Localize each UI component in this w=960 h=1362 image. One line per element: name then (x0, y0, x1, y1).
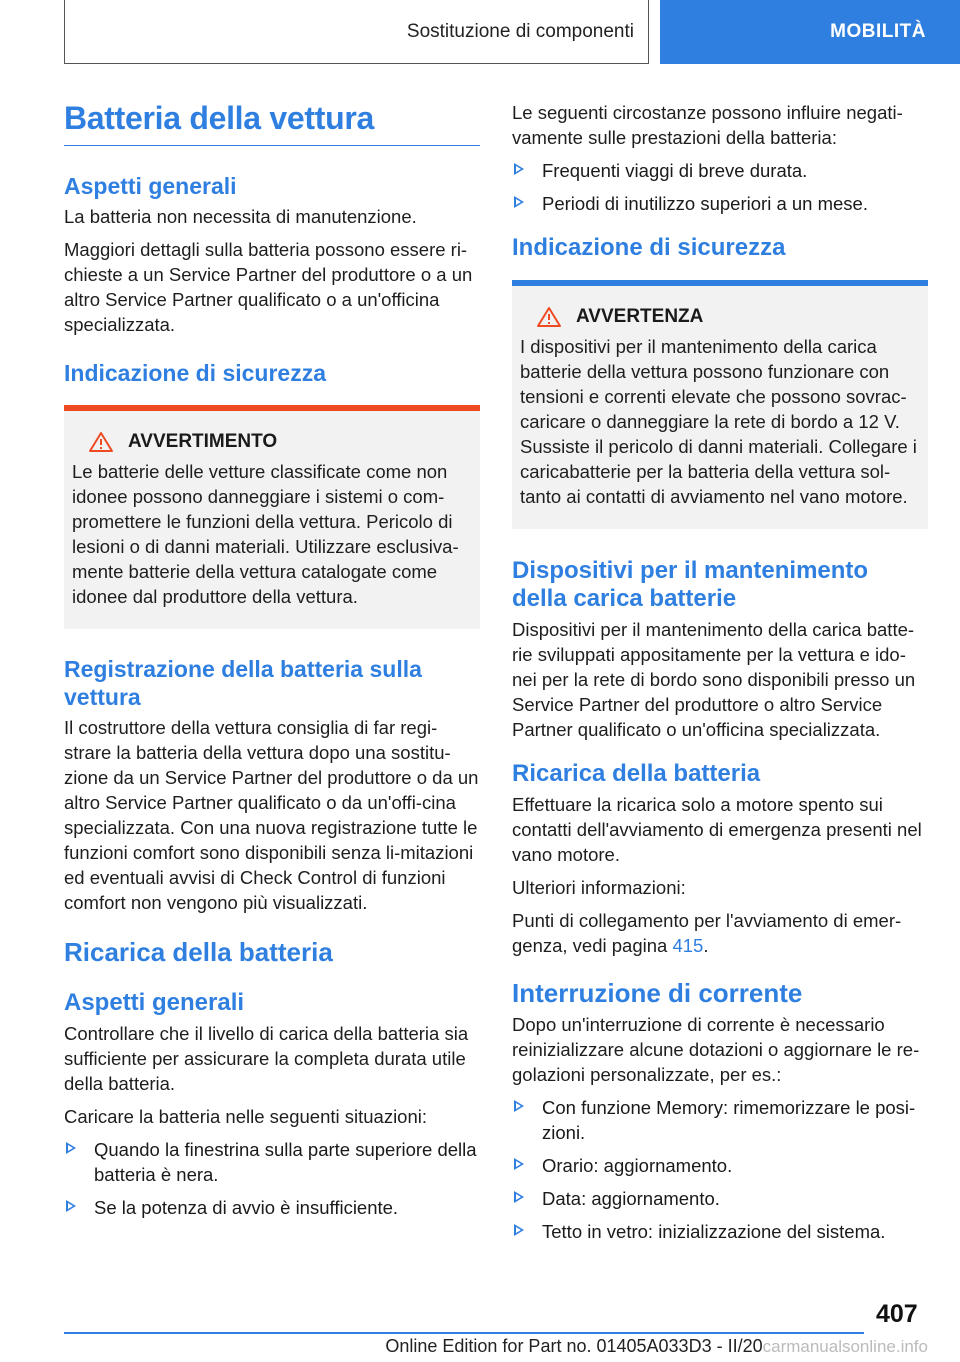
charge-paragraph-2: Caricare la batteria nelle seguenti situazioni: (64, 1106, 428, 1127)
recharge-paragraph-1: Effettuare la ricarica solo a motore spento sui contatti dell'avviamento di emergenza presenti nel vano motore. (512, 794, 922, 865)
list-item: Con funzione Memory: rimemorizzare le posi-zioni. (512, 1095, 928, 1145)
warning-header (520, 306, 920, 328)
warning-box-avvertenza (512, 280, 928, 529)
intro-paragraph: Le seguenti circostanze possono influire negati-vamente sulle prestazioni della batteria: (512, 102, 903, 148)
footer-edition (0, 1336, 928, 1357)
outage-bullet-list (512, 1095, 928, 1244)
warning-triangle-icon (536, 306, 562, 328)
header-chapter-label: MOBILITÀ (830, 21, 926, 42)
bullet-triangle-icon (514, 163, 524, 175)
header-chapter-tab[interactable] (660, 0, 960, 64)
section-heading-outage: Interruzione di corrente (512, 978, 803, 1008)
outage-paragraph: Dopo un'interruzione di corrente è necessario reinizializzare alcune dotazioni o aggiornare le re-golazioni personalizzate, per es.: (512, 1014, 920, 1085)
section-heading-general: Aspetti generali (64, 173, 237, 199)
page-title: Batteria della vettura (64, 100, 480, 146)
list-item: Periodi di inutilizzo superiori a un mese. (512, 191, 928, 216)
warning-label: AVVERTIMENTO (128, 431, 278, 452)
section-heading-registration: Registrazione della batteria sulla vettura (64, 656, 422, 710)
warning-label: AVVERTENZA (576, 306, 704, 327)
footer-edition-label: Online Edition for Part no. 01405A033D3 - II/20 (385, 1336, 763, 1356)
intro-bullet-list (512, 158, 928, 216)
section-heading-recharge: Ricarica della batteria (512, 760, 761, 787)
page-number: 407 (876, 1300, 918, 1328)
section-heading-maintainers: Dispositivi per il mantenimento della carica batterie (512, 557, 869, 612)
warning-text: I dispositivi per il mantenimento della carica batterie della vettura possono funzionare con tensioni e correnti elevate che possono sovrac-caricare o danneggiare la rete di bordo a 12 V. Sussiste il pericolo di danni materiali. Collegare i caricabatterie per la batteria della vettura sol-tanto ai contatti di avviamento nel vano motore. (520, 336, 917, 507)
registration-paragraph: Il costruttore della vettura consiglia di far regi-strare la batteria della vettura dopo una sostitu-zione da un Service Partner del produttore o da un altro Service Partner qualificato o da un'offi-cina specializzata. Con una nuova registrazione tutte le funzioni comfort sono disponibili senza li-mitazioni ed eventuali avvisi di Check Control di funzioni comfort non vengono più visualizzati. (64, 717, 479, 913)
bullet-triangle-icon (66, 1200, 76, 1212)
header-section-title (64, 0, 649, 64)
bullet-triangle-icon (514, 1224, 524, 1236)
list-item: Tetto in vetro: inizializzazione del sistema. (512, 1219, 928, 1244)
footer-watermark: carmanualsonline.info (762, 1337, 928, 1356)
list-item: Orario: aggiornamento. (512, 1153, 928, 1178)
recharge-paragraph-3: Punti di collegamento per l'avviamento di emer-genza, vedi pagina 415. (512, 910, 902, 956)
left-column (64, 100, 480, 1228)
list-item: Data: aggiornamento. (512, 1186, 928, 1211)
recharge-paragraph-2: Ulteriori informazioni: (512, 877, 686, 898)
charge-bullet-list (64, 1137, 480, 1220)
bullet-triangle-icon (66, 1142, 76, 1154)
maintainers-paragraph: Dispositivi per il mantenimento della carica batte-rie sviluppati appositamente per la vettura e ido-nei per la rete di bordo sono disponibili presso un Service Partner del produttore o altro Service Partner qualificato o un'officina specializzata. (512, 619, 916, 740)
bullet-triangle-icon (514, 1191, 524, 1203)
subsection-heading-general: Aspetti generali (64, 989, 245, 1016)
section-heading-safety-right: Indicazione di sicurezza (512, 234, 786, 261)
section-heading-safety: Indicazione di sicurezza (64, 360, 327, 386)
general-paragraph-2: Maggiori dettagli sulla batteria possono essere ri-chieste a un Service Partner del produttore o a un altro Service Partner qualificato o a un'officina specializzata. (64, 239, 473, 335)
charge-paragraph-1: Controllare che il livello di carica della batteria sia sufficiente per assicurare la completa durata utile della batteria. (64, 1023, 469, 1094)
general-paragraph-1: La batteria non necessita di manutenzione. (64, 206, 417, 227)
list-item: Frequenti viaggi di breve durata. (512, 158, 928, 183)
list-item: Quando la finestrina sulla parte superiore della batteria è nera. (64, 1137, 480, 1187)
warning-triangle-icon (88, 431, 114, 453)
right-column (512, 100, 928, 1252)
warning-box-avvertimento (64, 405, 480, 629)
bullet-triangle-icon (514, 1158, 524, 1170)
section-heading-charge: Ricarica della batteria (64, 937, 333, 967)
footer-divider (64, 1332, 864, 1334)
warning-header (72, 431, 472, 453)
page-reference-link[interactable]: 415 (672, 935, 704, 956)
bullet-triangle-icon (514, 1100, 524, 1112)
list-item: Se la potenza di avvio è insufficiente. (64, 1195, 480, 1220)
warning-text: Le batterie delle vetture classificate come non idonee possono danneggiare i sistemi o com-promettere le funzioni della vettura. Pericolo di lesioni o di danni materiali. Utilizzare esclusiva-mente batterie della vettura catalogate come idonee dal produttore della vettura. (72, 461, 459, 607)
bullet-triangle-icon (514, 196, 524, 208)
header-section-label: Sostituzione di componenti (406, 20, 634, 42)
